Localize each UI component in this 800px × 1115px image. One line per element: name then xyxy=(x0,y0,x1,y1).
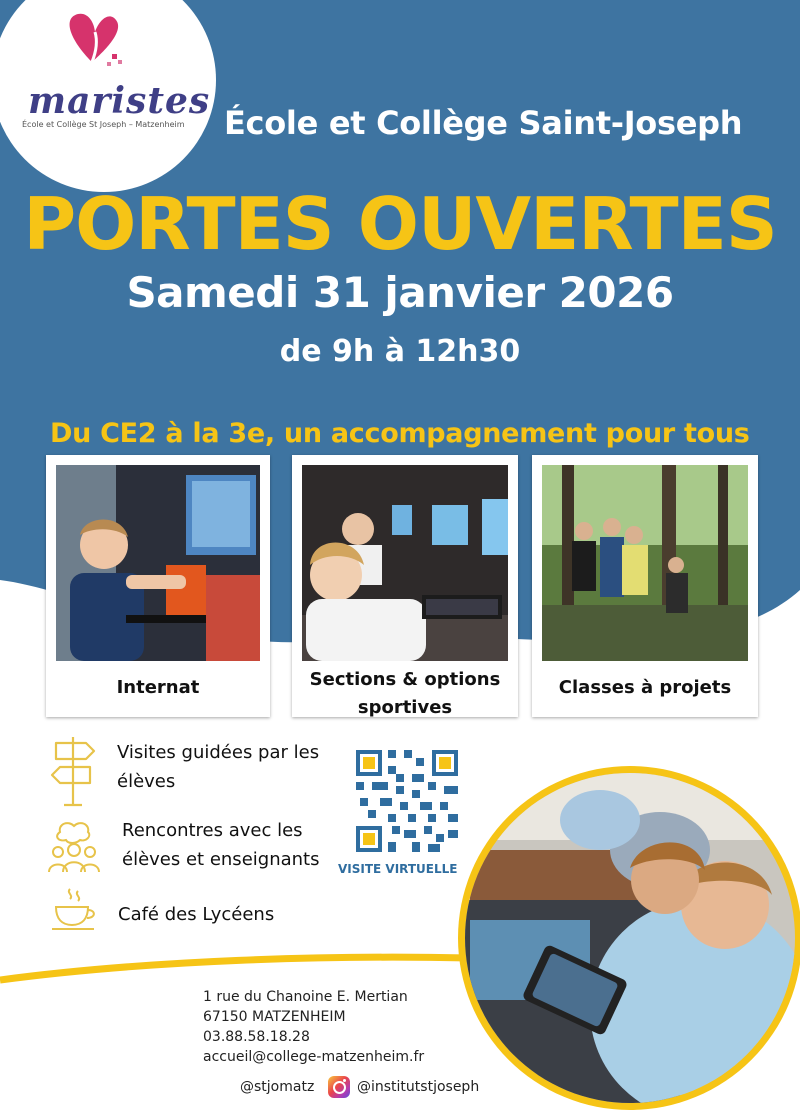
card-sections-caption-2: sportives xyxy=(357,697,453,718)
event-hours: de 9h à 12h30 xyxy=(279,334,521,369)
event-title: PORTES OUVERTES xyxy=(23,182,777,266)
yellow-arc xyxy=(0,957,470,980)
coffee-cup-icon xyxy=(48,885,98,935)
contact-block xyxy=(203,987,424,1067)
card-sections-caption-1: Sections & options xyxy=(309,669,501,690)
tagline: Du CE2 à la 3e, un accompagnement pour tous xyxy=(50,418,750,449)
instagram-icon xyxy=(328,1076,350,1098)
people-icon xyxy=(46,818,102,874)
card-internat xyxy=(46,455,270,717)
event-date: Samedi 31 janvier 2026 xyxy=(126,268,674,317)
feature-rencontres-line1: Rencontres avec les xyxy=(122,820,303,841)
signpost-icon xyxy=(48,733,98,807)
feature-rencontres xyxy=(122,816,319,874)
feature-cafe: Café des Lycéens xyxy=(118,904,275,925)
instagram-handle[interactable]: @institutstjoseph xyxy=(357,1079,480,1095)
photo-arcade xyxy=(56,465,260,661)
card-internat-caption: Internat xyxy=(116,677,200,698)
logo-wordmark: maristes xyxy=(28,80,211,122)
card-sections xyxy=(292,455,518,717)
address-city: 67150 MATZENHEIM xyxy=(203,1009,346,1025)
photo-forest xyxy=(542,465,748,661)
classroom-photo xyxy=(450,766,800,1115)
feature-visites xyxy=(117,738,319,796)
photo-esports xyxy=(302,465,508,661)
social-handle[interactable]: @stjomatz xyxy=(240,1079,315,1095)
qr-label: VISITE VIRTUELLE xyxy=(338,862,458,876)
phone-number: 03.88.58.18.28 xyxy=(203,1029,310,1045)
logo-subtitle: École et Collège St Joseph – Matzenheim xyxy=(22,120,185,129)
card-projets-caption: Classes à projets xyxy=(558,677,732,698)
feature-visites-line2: élèves xyxy=(117,771,176,792)
address-street: 1 rue du Chanoine E. Mertian xyxy=(203,989,408,1005)
card-projets xyxy=(532,455,758,717)
qr-code[interactable] xyxy=(354,748,460,854)
feature-rencontres-line2: élèves et enseignants xyxy=(122,849,320,870)
feature-visites-line1: Visites guidées par les xyxy=(117,742,320,763)
school-name: École et Collège Saint-Joseph xyxy=(224,104,743,142)
email-address[interactable]: accueil@college-matzenheim.fr xyxy=(203,1049,425,1065)
